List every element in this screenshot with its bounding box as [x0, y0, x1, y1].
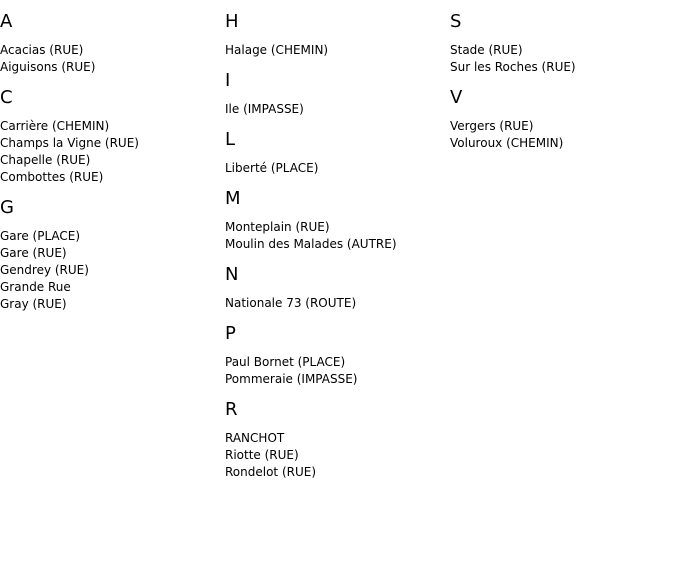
letter-group — [225, 324, 450, 388]
letter-group — [225, 265, 450, 312]
street-link[interactable]: Chapelle (RUE) — [0, 153, 91, 167]
letter-heading: M — [225, 188, 241, 209]
letter-heading: H — [225, 11, 239, 32]
letter-heading: L — [225, 129, 236, 150]
letter-heading: A — [0, 11, 13, 32]
letter-heading: V — [450, 87, 463, 108]
street-link[interactable]: Riotte (RUE) — [225, 448, 299, 462]
letter-heading: C — [0, 87, 13, 108]
letter-group — [225, 130, 450, 177]
street-link[interactable]: Paul Bornet (PLACE) — [225, 355, 346, 369]
street-link[interactable]: Grande Rue — [0, 280, 71, 294]
street-link[interactable]: Aiguisons (RUE) — [0, 60, 96, 74]
letter-group — [225, 12, 450, 59]
letter-group — [0, 88, 225, 186]
street-list — [225, 160, 450, 177]
letter-heading: R — [225, 399, 238, 420]
letter-group — [225, 71, 450, 118]
street-link[interactable]: RANCHOT — [225, 431, 285, 445]
street-link[interactable]: Ile (IMPASSE) — [225, 102, 304, 116]
letter-heading: P — [225, 323, 236, 344]
street-link[interactable]: Rondelot (RUE) — [225, 465, 317, 479]
street-list — [225, 295, 450, 312]
street-link[interactable]: Halage (CHEMIN) — [225, 43, 329, 57]
letter-heading: I — [225, 70, 231, 91]
street-link[interactable]: Gendrey (RUE) — [0, 263, 89, 277]
street-link[interactable]: Champs la Vigne (RUE) — [0, 136, 139, 150]
street-list — [0, 118, 225, 186]
letter-group — [225, 400, 450, 481]
street-link[interactable]: Pommeraie (IMPASSE) — [225, 372, 358, 386]
street-link[interactable]: Monteplain (RUE) — [225, 220, 330, 234]
street-link[interactable]: Stade (RUE) — [450, 43, 523, 57]
street-list — [225, 430, 450, 481]
index-column — [0, 0, 225, 320]
street-link[interactable]: Carrière (CHEMIN) — [0, 119, 110, 133]
street-link[interactable]: Combottes (RUE) — [0, 170, 104, 184]
index-column — [225, 0, 450, 488]
street-link[interactable]: Gray (RUE) — [0, 297, 67, 311]
street-link[interactable]: Gare (PLACE) — [0, 229, 81, 243]
street-list — [225, 101, 450, 118]
letter-group — [450, 12, 675, 76]
street-link[interactable]: Acacias (RUE) — [0, 43, 84, 57]
street-link[interactable]: Nationale 73 (ROUTE) — [225, 296, 357, 310]
street-list — [0, 228, 225, 313]
index-column — [450, 0, 675, 159]
street-list — [225, 354, 450, 388]
letter-heading: N — [225, 264, 239, 285]
street-link[interactable]: Voluroux (CHEMIN) — [450, 136, 564, 150]
street-link[interactable]: Moulin des Malades (AUTRE) — [225, 237, 397, 251]
letter-group — [0, 198, 225, 313]
street-list — [225, 42, 450, 59]
street-list — [225, 219, 450, 253]
street-link[interactable]: Liberté (PLACE) — [225, 161, 319, 175]
letter-group — [225, 189, 450, 253]
letter-heading: S — [450, 11, 462, 32]
street-link[interactable]: Gare (RUE) — [0, 246, 67, 260]
letter-group — [0, 12, 225, 76]
street-link[interactable]: Sur les Roches (RUE) — [450, 60, 576, 74]
letter-group — [450, 88, 675, 152]
street-list — [450, 42, 675, 76]
street-list — [450, 118, 675, 152]
letter-heading: G — [0, 197, 14, 218]
street-link[interactable]: Vergers (RUE) — [450, 119, 534, 133]
street-list — [0, 42, 225, 76]
